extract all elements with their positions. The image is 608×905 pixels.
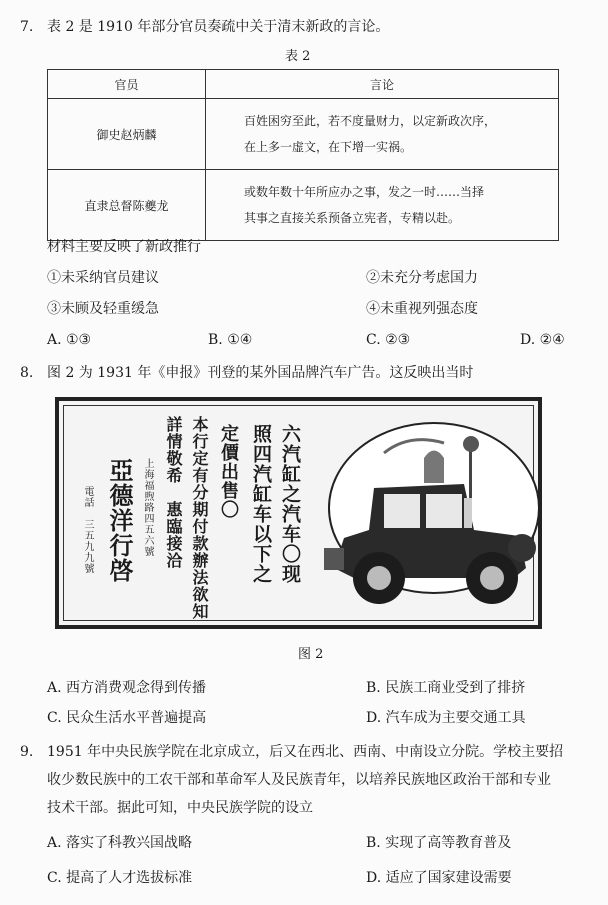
table-row — [48, 99, 559, 170]
q9-number: 9. — [20, 744, 34, 760]
speech-line: 或数年数十年所应办之事，发之一时……当择 — [244, 185, 485, 199]
ad-phone: 電話 三五九九號 — [82, 486, 93, 574]
speech-line: 其事之直接关系预备立宪者，专精以赴。 — [244, 211, 461, 225]
q7-option-1: ①未采纳官员建议 — [47, 270, 159, 286]
q7-option-3: ③未顾及轻重缓急 — [47, 301, 159, 317]
ad-text-column: 本行定有分期付款辦法欲知 — [190, 416, 209, 620]
figure-caption: 图 2 — [298, 647, 324, 662]
table-2 — [47, 69, 559, 241]
q9-stem-line: 技术干部。据此可知，中央民族学院的设立 — [47, 800, 313, 816]
q7-number: 7. — [20, 19, 34, 35]
q9-choice-a: A. 落实了科教兴国战略 — [47, 835, 193, 851]
ad-text-column: 六汽缸之汽车〇现 — [279, 424, 301, 584]
speech-cell — [206, 170, 559, 241]
q8-choice-a: A. 西方消费观念得到传播 — [47, 680, 207, 696]
ad-text-column: 詳情敬希 惠臨接洽 — [164, 416, 183, 569]
table-title: 表 2 — [285, 49, 311, 64]
q8-choice-b: B. 民族工商业受到了排挤 — [366, 680, 526, 696]
q8-choice-d: D. 汽车成为主要交通工具 — [366, 710, 526, 726]
speech-line: 百姓困穷至此，若不度量财力，以定新政次序， — [244, 114, 497, 128]
q8-stem: 图 2 为 1931 年《申报》刊登的某外国品牌汽车广告。这反映出当时 — [47, 365, 474, 381]
q7-subquestion: 材料主要反映了新政推行 — [47, 239, 201, 255]
q8-number: 8. — [20, 365, 34, 381]
ad-text-column: 照四汽缸车以下之 — [250, 424, 272, 584]
col-header-speech: 言论 — [206, 70, 559, 99]
speech-cell — [206, 99, 559, 170]
ad-text-column: 定價出售〇 — [218, 424, 239, 519]
col-header-official: 官员 — [48, 70, 206, 99]
official-cell: 御史赵炳麟 — [48, 99, 206, 170]
q9-stem-line: 1951 年中央民族学院在北京成立，后又在西北、西南、中南设立分院。学校主要招 — [47, 744, 564, 760]
q9-choice-c: C. 提高了人才选拔标准 — [47, 870, 193, 886]
q8-choice-c: C. 民众生活水平普遍提高 — [47, 710, 207, 726]
vintage-car-illustration — [314, 418, 539, 618]
q7-choice-c: C. ②③ — [366, 332, 411, 348]
q7-choice-a: A. ①③ — [47, 332, 92, 348]
q9-choice-b: B. 实现了高等教育普及 — [366, 835, 512, 851]
official-cell: 直隶总督陈夔龙 — [48, 170, 206, 241]
ad-company: 亞德洋行啓 — [105, 458, 134, 583]
q7-option-4: ④未重视列强态度 — [366, 301, 478, 317]
q9-choice-d: D. 适应了国家建设需要 — [366, 870, 512, 886]
table-row — [48, 170, 559, 241]
speech-line: 在上多一虚文，在下增一实祸。 — [244, 140, 413, 154]
q7-stem: 表 2 是 1910 年部分官员奏疏中关于清末新政的言论。 — [47, 19, 390, 35]
q7-choice-d: D. ②④ — [520, 332, 565, 348]
ad-address: 上海福煦路四五六號 — [142, 458, 153, 557]
q9-stem-line: 收少数民族中的工农干部和革命军人及民族青年，以培养民族地区政治干部和专业 — [47, 772, 551, 788]
q7-option-2: ②未充分考虑国力 — [366, 270, 478, 286]
q7-choice-b: B. ①④ — [208, 332, 253, 348]
car-advertisement — [55, 397, 542, 629]
